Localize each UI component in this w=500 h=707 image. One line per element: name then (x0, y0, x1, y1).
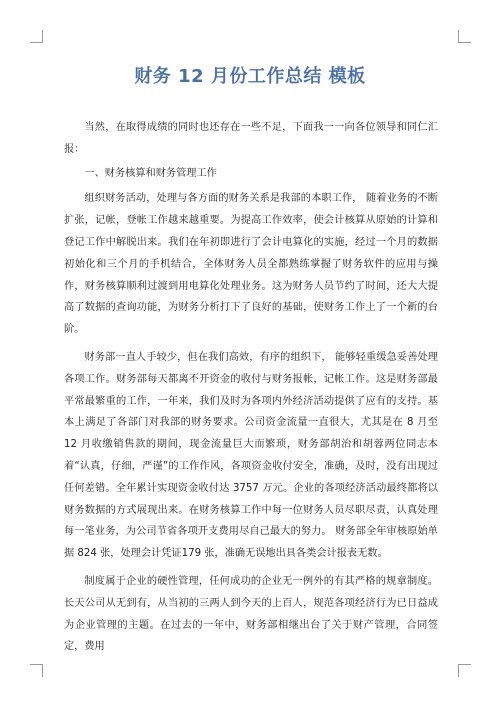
crop-mark-top-left (30, 30, 43, 43)
crop-mark-bottom-left (30, 664, 43, 677)
section-heading: 一、财务核算和财务管理工作 (84, 167, 217, 179)
body-paragraph: 组织财务活动，处理与各方面的财务关系是我部的本职工作， 随着业务的不断扩张，记帐，登帐工作越来越重要。为提高工作效率，使会计核算从原始的计算和登记工作中解脱出来。我们在年初即进行了会计电算化的实施，经过一个月的数据初始化和三个月的手机结合，全体财务人员全都熟练掌握了财务软件的应用与操作，财务核算顺利过渡到用电算化处理业务。这为财务人员节约了时间，还大大提高了数据的查询功能，为财务分析打下了良好的基础，使财务工作上了一个新的台阶。 (64, 193, 438, 336)
crop-mark-top-right (458, 30, 471, 43)
body-paragraph: 制度属于企业的硬性管理，任何成功的企业无一例外的有其严格的规章制度。长天公司从无到有，从当初的三两人到今天的上百人，规范各项经济行为已日益成为企业管理的主题。在过去的一年中，财务部相继出台了关于财产管理，合同签定，费用 (64, 575, 438, 653)
body-paragraph: 财务部一直人手较少，但在我们高效，有序的组织下， 能够轻重缓急妥善处理各项工作。财务部每天都离不开资金的收付与财务报帐，记帐工作。这是财务部最平常最繁重的工作，一年来，我们及时为各项内外经济活动提供了应有的支持。基本上满足了各部门对我部的财务要求。公司资金流量一直很大，尤其是在 8 月至 12 月收缴销售款的期间，现金流量巨大而繁琐，财务部胡治和胡蓉两位同志本着“认真，仔细，严谨”的工作作风，各项资金收付安全，准确，及时，没有出现过任何差错。全年累计实现资金收付达 3757 万元。企业的各项经济活动最终都将以财务数据的方式展现出来。在财务核算工作中每一位财务人员尽职尽责，认真处理每一笔业务，为公司节省各项开支费用尽自己最大的努力。 财务部全年审核原始单据 824 张，处理会计凭证179 张，准确无误地出具各类会计报表无数。 (64, 351, 438, 560)
document-body (64, 117, 438, 664)
document-title: 财务 12 月份工作总结 模板 (134, 66, 366, 87)
intro-paragraph: 当然，在取得成绩的同时也还存在一些不足，下面我一一向各位领导和同仁汇报： (64, 122, 438, 155)
crop-mark-bottom-right (458, 664, 471, 677)
